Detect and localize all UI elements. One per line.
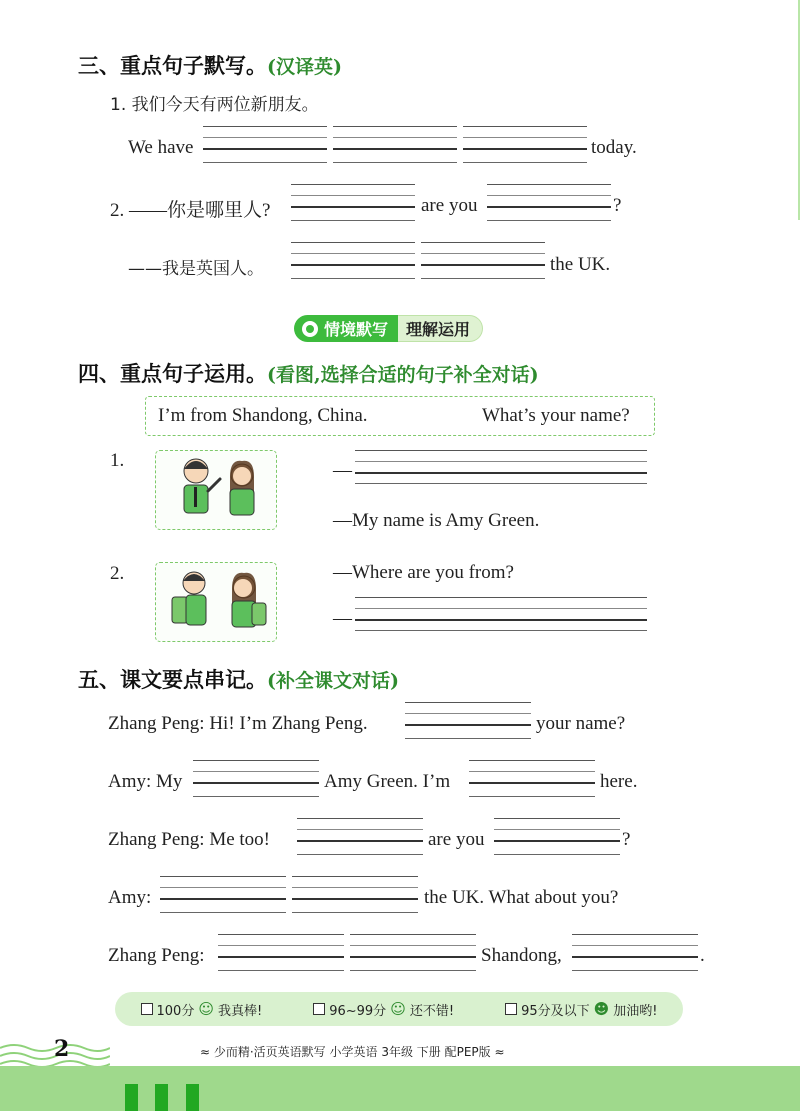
section5-line5-end: . xyxy=(700,945,705,966)
section5-line2-end: here. xyxy=(600,771,638,792)
section3-title: 三、重点句子默写。(汉译英) xyxy=(78,54,342,78)
badge-left-label: 情境默写 xyxy=(324,320,389,339)
section5-line4-start: Amy: xyxy=(108,887,152,908)
smile-face-icon: ☺ xyxy=(390,1000,406,1018)
cheer-face-icon: ☻ xyxy=(593,1000,610,1018)
picture-greeting xyxy=(155,450,277,530)
bottom-band xyxy=(0,1066,800,1111)
footer-text: ≈ 少而精·活页英语默写 小学英语 3年级 下册 配PEP版 ≈ xyxy=(200,1045,505,1059)
answer-blank[interactable] xyxy=(463,124,587,168)
section5-line3-end: ? xyxy=(622,829,631,850)
section3-q2-mid: are you xyxy=(421,195,478,216)
section4-q1-answer: —My name is Amy Green. xyxy=(333,510,540,531)
section3-q2b-end: the UK. xyxy=(550,254,611,275)
section4-subtitle: (看图,选择合适的句子补全对话) xyxy=(267,364,539,386)
section4-q2-number: 2. xyxy=(110,563,125,584)
score-option-96-99[interactable]: 96~99分 ☺ 还不错! xyxy=(313,1000,454,1019)
section5-line3-start: Zhang Peng: Me too! xyxy=(108,829,271,850)
section5-subtitle: (补全课文对话) xyxy=(267,670,399,692)
answer-blank[interactable] xyxy=(350,932,476,976)
answer-blank[interactable] xyxy=(193,758,319,802)
section4-q2-dash: — xyxy=(333,608,352,629)
page-number: 2 xyxy=(54,1036,70,1062)
answer-blank[interactable] xyxy=(421,240,545,284)
score-option-100[interactable]: 100分 ☺ 我真棒! xyxy=(141,1000,263,1019)
section5-line5-mid: Shandong, xyxy=(481,945,562,966)
children-talking-illustration xyxy=(156,563,276,641)
children-greeting-illustration xyxy=(156,451,276,529)
answer-blank[interactable] xyxy=(203,124,327,168)
section5-line5-start: Zhang Peng: xyxy=(108,945,205,966)
score-bar xyxy=(115,992,683,1026)
section5-line2-mid: Amy Green. I’m xyxy=(324,771,451,792)
picture-where-from xyxy=(155,562,277,642)
section3-q2-chinese: 2. ——你是哪里人? xyxy=(110,200,271,221)
answer-blank[interactable] xyxy=(333,124,457,168)
answer-blank[interactable] xyxy=(487,182,611,226)
section4-title: 四、重点句子运用。(看图,选择合适的句子补全对话) xyxy=(78,362,539,386)
answer-blank[interactable] xyxy=(572,932,698,976)
section5-line4-end: the UK. What about you? xyxy=(424,887,619,908)
section5-title: 五、课文要点串记。(补全课文对话) xyxy=(78,668,399,692)
decor-bar xyxy=(155,1084,168,1111)
answer-blank[interactable] xyxy=(355,450,647,494)
badge-icon xyxy=(302,321,318,337)
answer-blank[interactable] xyxy=(355,597,647,641)
section3-q2b-chinese: ——我是英国人。 xyxy=(128,259,264,279)
section5-line2-start: Amy: My xyxy=(108,771,183,792)
answer-blank[interactable] xyxy=(292,874,418,918)
answer-blank[interactable] xyxy=(291,182,415,226)
answer-blank[interactable] xyxy=(469,758,595,802)
answer-blank[interactable] xyxy=(218,932,344,976)
answer-blank[interactable] xyxy=(160,874,286,918)
section3-subtitle: (汉译英) xyxy=(267,56,342,78)
decor-bar xyxy=(125,1084,138,1111)
section4-q2-question: —Where are you from? xyxy=(333,562,514,583)
option-1: I’m from Shandong, China. xyxy=(158,405,368,426)
section5-line1-text: Zhang Peng: Hi! I’m Zhang Peng. xyxy=(108,713,368,734)
checkbox[interactable] xyxy=(505,1003,517,1015)
answer-blank[interactable] xyxy=(297,816,423,860)
answer-blank[interactable] xyxy=(291,240,415,284)
section3-q2-end: ? xyxy=(613,195,622,216)
option-2: What’s your name? xyxy=(482,405,630,426)
section5-line3-mid: are you xyxy=(428,829,485,850)
section4-q1-dash: — xyxy=(333,460,352,481)
score-option-95-below[interactable]: 95分及以下 ☻ 加油哟! xyxy=(505,1000,657,1019)
section-badge xyxy=(294,315,483,342)
checkbox[interactable] xyxy=(141,1003,153,1015)
answer-blank[interactable] xyxy=(405,700,531,744)
star-face-icon: ☺ xyxy=(198,1000,214,1018)
section3-q1-chinese: 1. 我们今天有两位新朋友。 xyxy=(110,95,319,115)
badge-right-label: 理解运用 xyxy=(406,320,471,339)
section4-q1-number: 1. xyxy=(110,450,125,471)
checkbox[interactable] xyxy=(313,1003,325,1015)
decor-bar xyxy=(186,1084,199,1111)
section3-q1-suffix: today. xyxy=(591,137,637,158)
section5-line1-end: your name? xyxy=(536,713,626,734)
section3-q1-prefix: We have xyxy=(128,137,194,158)
answer-blank[interactable] xyxy=(494,816,620,860)
